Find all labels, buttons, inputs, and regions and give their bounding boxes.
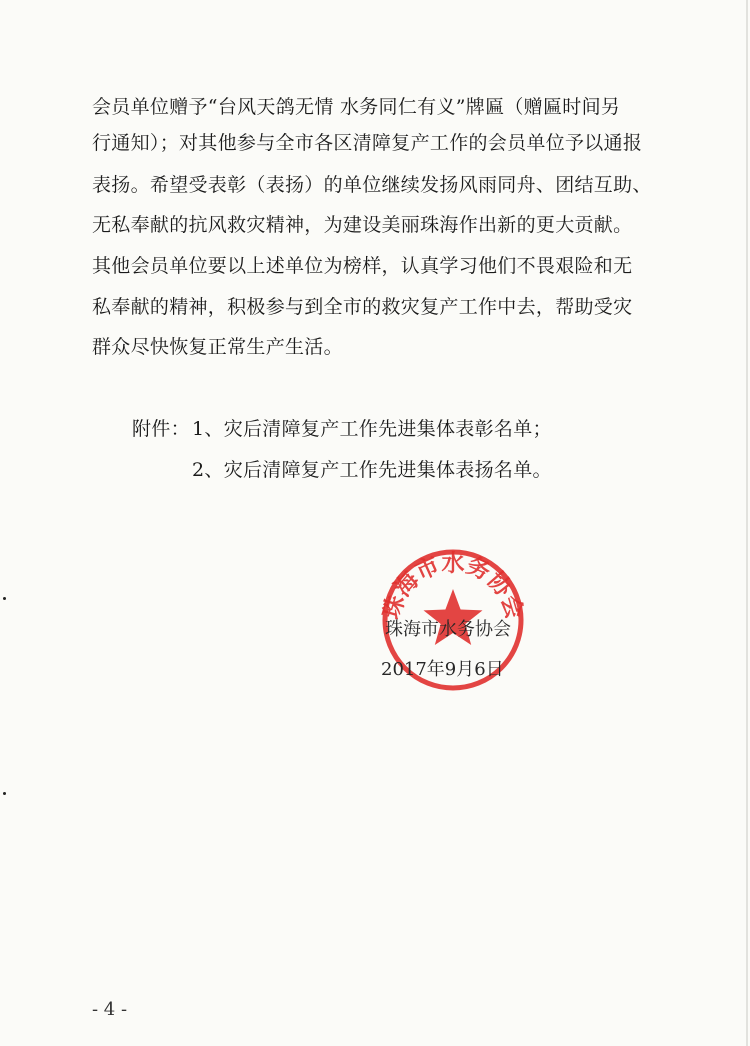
attachment-item-1: 1、灾后清障复产工作先进集体表彰名单； <box>192 418 552 440</box>
page-number: - 4 - <box>92 999 128 1020</box>
body-line: 表扬。希望受表彰（表扬）的单位继续发扬风雨同舟、团结互助、 <box>92 174 652 196</box>
signature-date: 2017年9月6日 <box>381 659 504 680</box>
body-line: 其他会员单位要以上述单位为榜样，认真学习他们不畏艰险和无 <box>92 255 633 277</box>
attachment-item-2: 2、灾后清障复产工作先进集体表扬名单。 <box>192 459 552 481</box>
body-line: 行通知）；对其他参与全市各区清障复产工作的会员单位予以通报 <box>92 132 643 154</box>
body-line: 群众尽快恢复正常生产生活。 <box>92 336 343 358</box>
signature-organization: 珠海市水务协会 <box>385 619 511 640</box>
attachments-label: 附件： <box>132 418 190 440</box>
svg-text:珠海市水务协会: 珠海市水务协会 <box>378 550 528 622</box>
body-line: 私奉献的精神，积极参与到全市的救灾复产工作中去，帮助受灾 <box>92 296 633 318</box>
body-line: 无私奉献的抗风救灾精神，为建设美丽珠海作出新的更大贡献。 <box>92 214 633 236</box>
body-line: 会员单位赠予“台风天鸽无情 水务同仁有义”牌匾（赠匾时间另 <box>92 96 621 118</box>
